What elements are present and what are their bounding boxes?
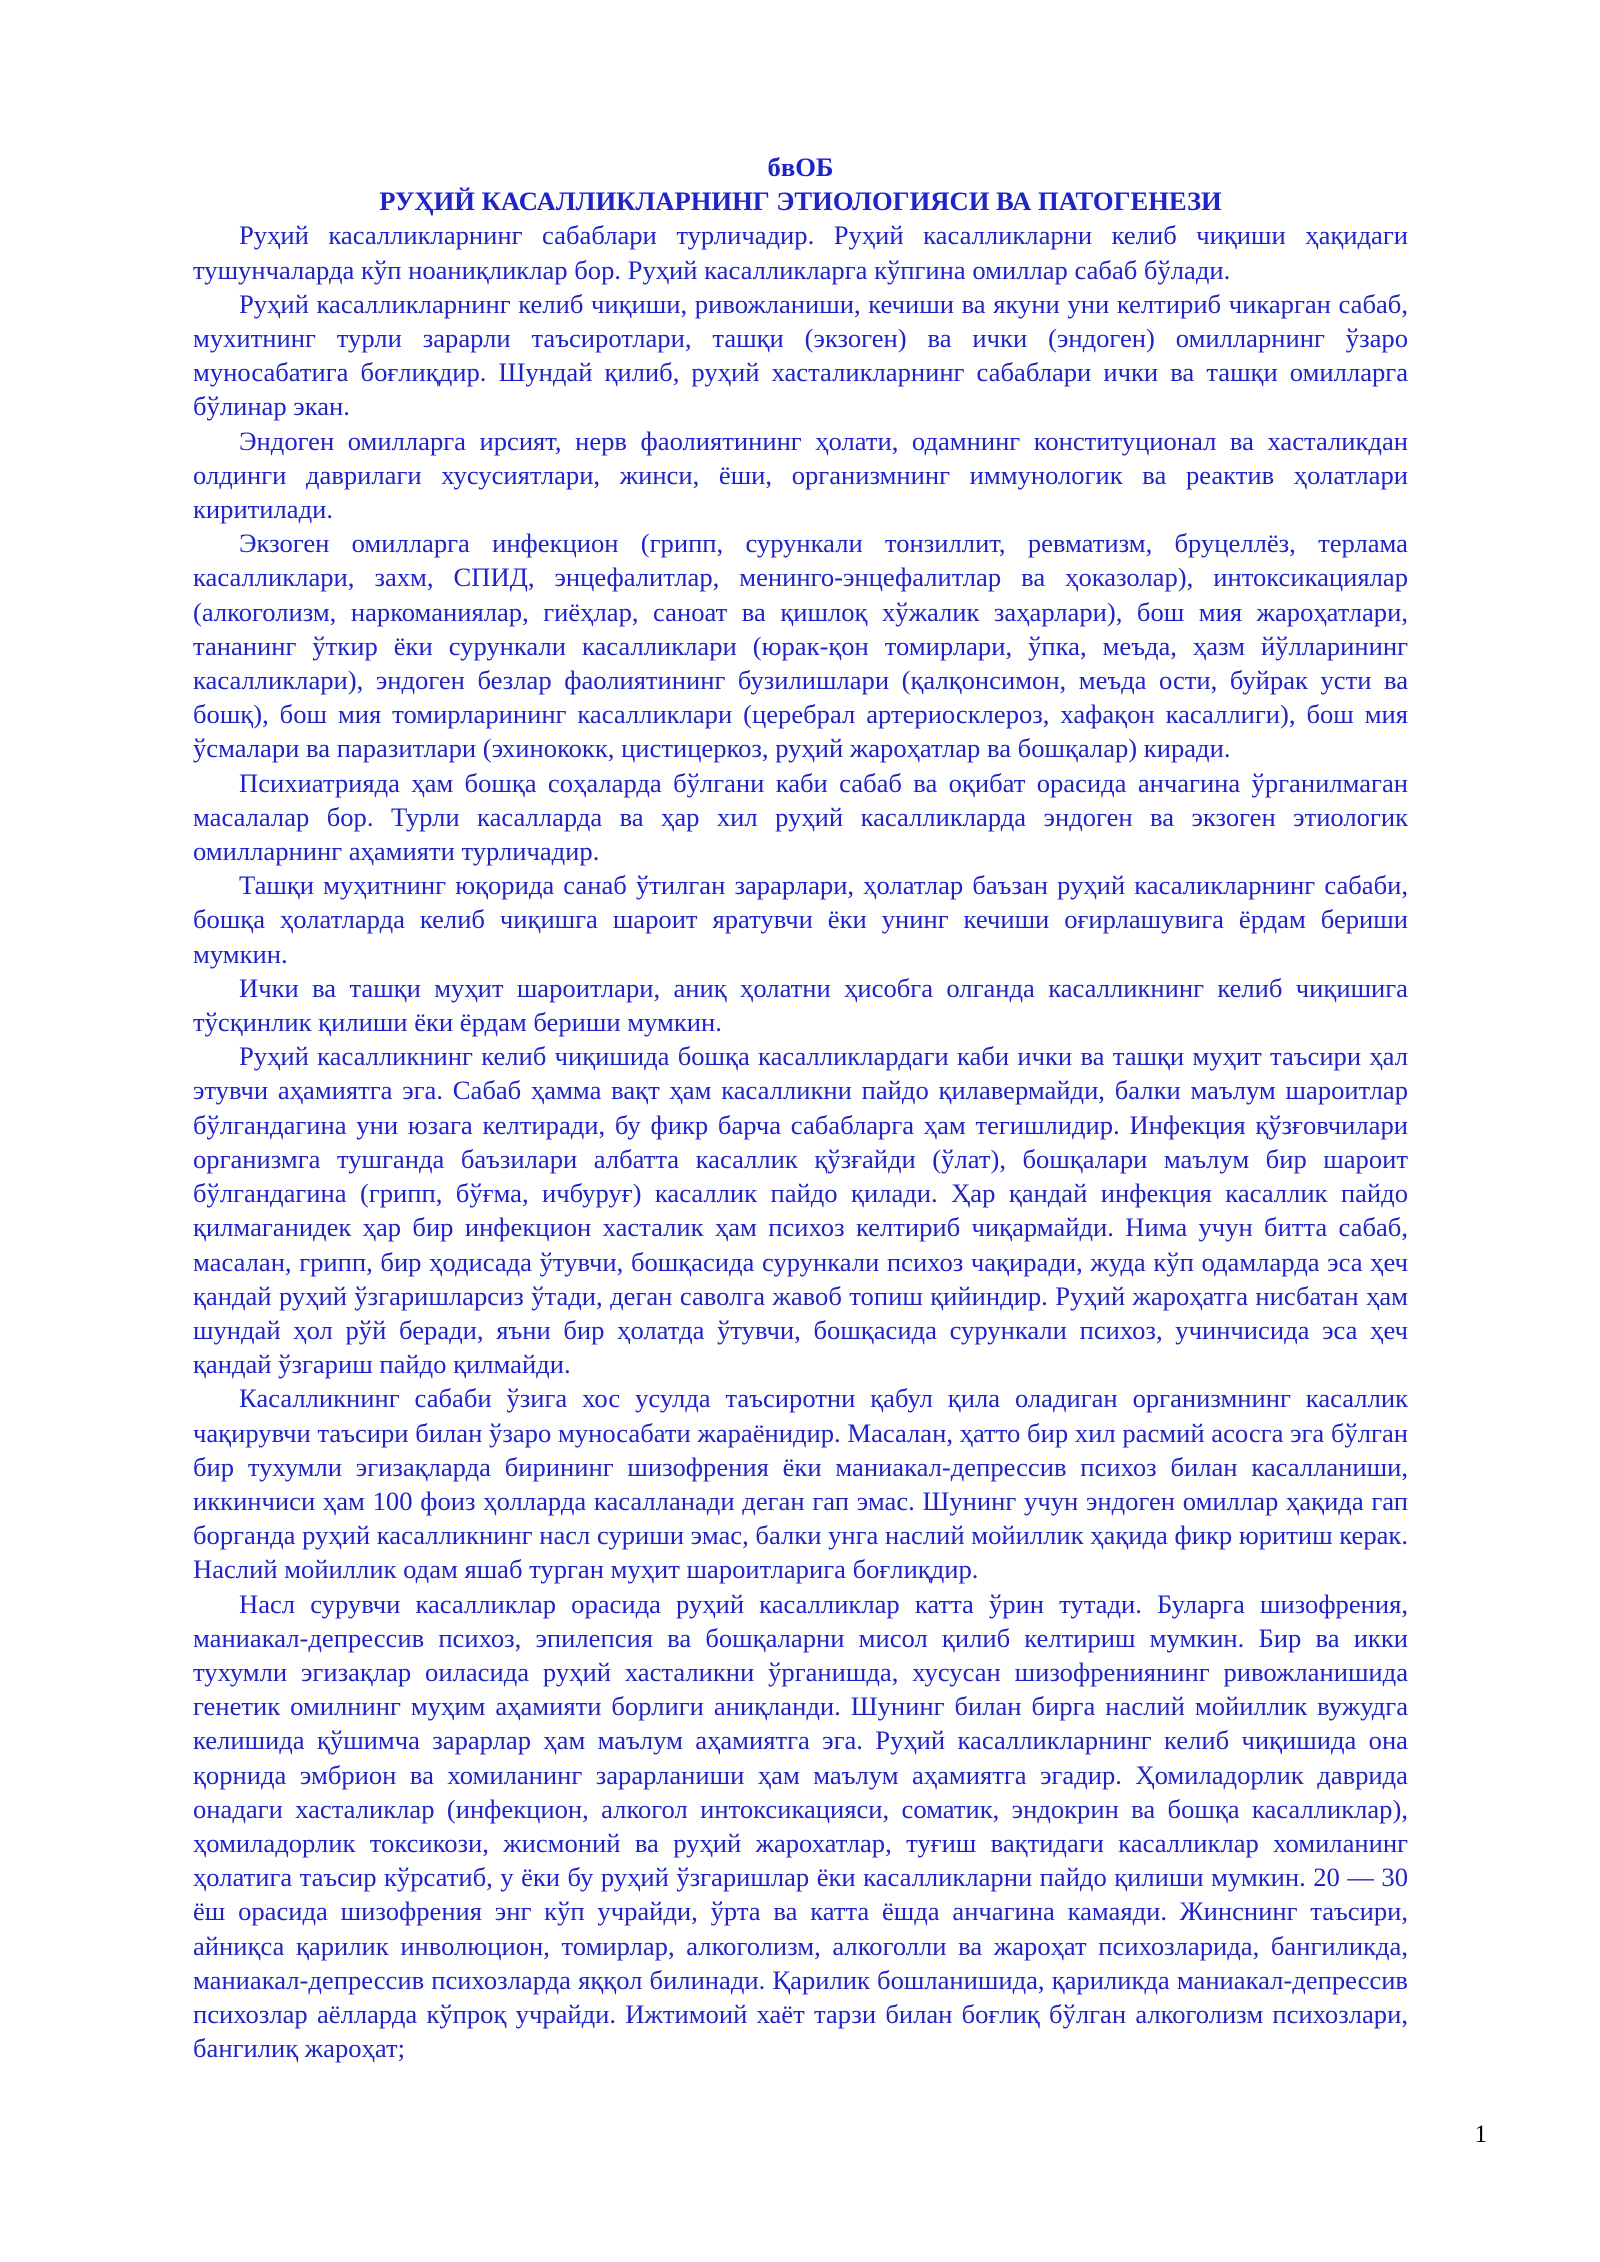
paragraph: Насл сурувчи касалликлар орасида руҳий касалликлар катта ўрин тутади. Буларга шизофрения, маниакал-депрессив психоз, эпилепсия ва бошқаларни мисол қилиб келтириш мумкин. Бир ва икки тухумли эгизақлар оиласида руҳий хасталикни ўрганишда, хусусан шизофрениянинг ривожланишида генетик омилнинг муҳим аҳамияти борлиги аниқланди. Шунинг билан бирга наслий мойиллик вужудга келишида қўшимча зарарлар ҳам маълум аҳамиятга эга. Руҳий касалликларнинг келиб чиқишида она қорнида эмбрион ва хомиланинг зарарланиши ҳам маълум аҳамиятга эгадир. Ҳомиладорлик даврида онадаги хасталиклар (инфекцион, алкогол интоксикацияси, соматик, эндокрин ва бошқа касалликлар), ҳомиладорлик токсикози, жисмоний ва руҳий жарохатлар, туғиш вақтидаги касалликлар хомиланинг ҳолатига таъсир кўрсатиб, у ёки бу руҳий ўзгаришлар ёки касалликларни пайдо қилиши мумкин. 20 — 30 ёш орасида шизофрения энг кўп учрайди, ўрта ва катта ёшда анчагина камаяди. Жинснинг таъсири, айниқса қарилик инволюцион, томирлар, алкоголизм, алкоголли ва жароҳат психозларида, бангиликда, маниакал-депрессив психозларда яққол билинади. Қарилик бошланишида, қариликда маниакал-депрессив психозлар аёлларда кўпроқ учрайди. Ижтимоий хаёт тарзи билан боғлиқ бўлган алкоголизм психозлари, бангилиқ жароҳат; bbox=[193, 1588, 1408, 2064]
chapter-label: бвОБ bbox=[767, 152, 834, 182]
paragraph: Касалликнинг сабаби ўзига хос усулда таъсиротни қабул қила оладиган организмнинг касаллик чақирувчи таъсири билан ўзаро муносабати жараёнидир. Масалан, ҳатто бир хил расмий асосга эга бўлган бир тухумли эгизақларда бирининг шизофрения ёки маниакал-депрессив психоз билан касалланиши, иккинчиси ҳам 100 фоиз ҳолларда касалланади деган гап эмас. Шунинг учун эндоген омиллар ҳақида гап борганда руҳий касалликнинг насл суриши эмас, балки унга наслий мойиллик ҳақида фикр юритиш керак. Наслий мойиллик одам яшаб турган муҳит шароитларига боғлиқдир. bbox=[193, 1383, 1408, 1585]
paragraph: Эндоген омилларга ирсият, нерв фаолиятининг ҳолати, одамнинг конституционал ва хасталикдан олдинги даврилаги хусусиятлари, жинси, ёши, организмнинг иммунологик ва реактив ҳолатлари киритилади. bbox=[193, 425, 1408, 525]
paragraph: Ташқи муҳитнинг юқорида санаб ўтилган зарарлари, ҳолатлар баъзан руҳий касаликларнинг сабаби, бошқа ҳолатларда келиб чиқишга шароит яратувчи ёки унинг кечиши оғирлашувига ёрдам бериши мумкин. bbox=[193, 870, 1408, 969]
paragraph: Руҳий касалликларнинг келиб чиқиши, ривожланиши, кечиши ва якуни уни келтириб чикарган сабаб, мухитнинг турли зарарли таъсиротлари, ташқи (экзоген) ва ички (эндоген) омилларнинг ўзаро муносабатига боғлиқдир. Шундай қилиб, руҳий хасталикларнинг сабаблари ички ва ташқи омилларга бўлинар экан. bbox=[193, 288, 1408, 422]
page-number: 1 bbox=[1474, 2121, 1487, 2148]
paragraph: Экзоген омилларга инфекцион (грипп, сурункали тонзиллит, ревматизм, бруцеллёз, терлама касалликлари, захм, СПИД, энцефалитлар, менинго-энцефалитлар ва ҳоказолар), интоксикациялар (алкоголизм, наркоманиялар, гиёҳлар, саноат ва қишлоқ хўжалик заҳарлари), бош мия жароҳатлари, тананинг ўткир ёки сурункали касалликлари (юрак-қон томирлари, ўпка, меъда, ҳазм йўлларининг касалликлари), эндоген безлар фаолиятининг бузилишлари (қалқонсимон, меъда ости, буйрак усти ва бошқ), бош мия томирларининг касалликлари (церебрал артериосклероз, хафақон касаллиги), бош мия ўсмалари ва паразитлари (эхинококк, цистицеркоз, руҳий жароҳатлар ва бошқалар) киради. bbox=[193, 528, 1408, 764]
paragraph: Ички ва ташқи муҳит шароитлари, аниқ ҳолатни ҳисобга олганда касалликнинг келиб чиқишига тўсқинлик қилиши ёки ёрдам бериши мумкин. bbox=[193, 972, 1408, 1038]
document-page bbox=[193, 150, 1408, 2065]
paragraph: Руҳий касалликларнинг сабаблари турличадир. Руҳий касалликларни келиб чиқиши ҳақидаги тушунчаларда кўп ноаниқликлар бор. Руҳий касалликларга кўпгина омиллар сабаб бўлади. bbox=[193, 220, 1408, 285]
paragraph: Руҳий касалликнинг келиб чиқишида бошқа касалликлардаги каби ички ва ташқи муҳит таъсири ҳал этувчи аҳамиятга эга. Сабаб ҳамма вақт ҳам касалликни пайдо қилавермайди, балки маълум шароитлар бўлгандагина уни юзага келтиради, бу фикр барча сабабларга ҳам тегишлидир. Инфекция қўзғовчилари организмга тушганда баъзилари албатта касаллик қўзғайди (ўлат), бошқалари маълум бир шароит бўлгандагина (грипп, бўғма, ичбуруғ) касаллик пайдо қилади. Ҳар қандай инфекция касаллик пайдо қилмаганидек ҳар бир инфекцион хасталик ҳам психоз келтириб чиқармайди. Нима учун битта сабаб, масалан, грипп, бир ҳодисада ўтувчи, бошқасида сурункали психоз чақиради, жуда кўп одамларда эса ҳеч қандай руҳий ўзгаришларсиз ўтади, деган саволга жавоб топиш қийиндир. Руҳий жароҳатга нисбатан ҳам шундай ҳол рўй беради, яъни бир ҳолатда ўтувчи, бошқасида сурункали психоз, учинчисида эса ҳеч қандай ўзгариш пайдо қилмайди. bbox=[193, 1041, 1408, 1380]
paragraph: Психиатрияда ҳам бошқа соҳаларда бўлгани каби сабаб ва оқибат орасида анчагина ўрганилмаган масалалар бор. Турли касалларда ва ҳар хил руҳий касалликларда эндоген ва экзоген этиологик омилларнинг аҳамияти турличадир. bbox=[193, 767, 1408, 867]
chapter-title: РУҲИЙ КАСАЛЛИКЛАРНИНГ ЭТИОЛОГИЯСИ ВА ПАТОГЕНЕЗИ bbox=[379, 186, 1222, 217]
